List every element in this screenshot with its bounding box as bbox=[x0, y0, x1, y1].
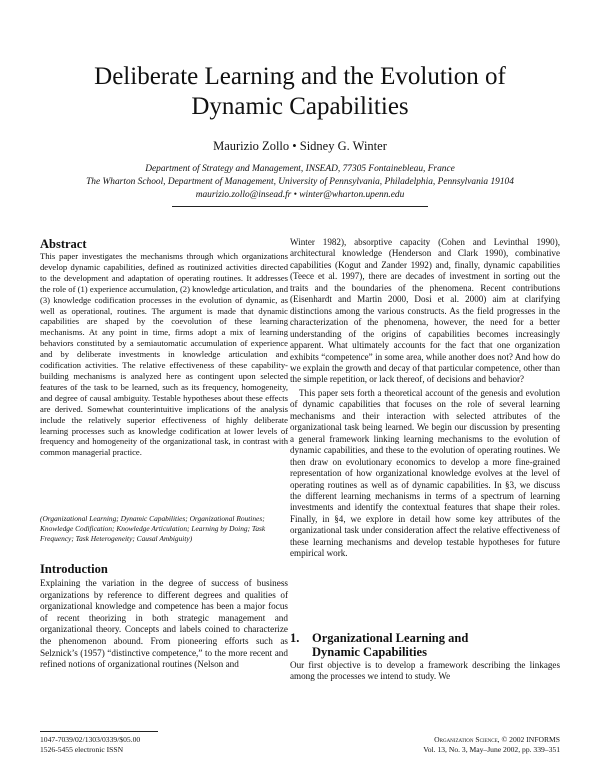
introduction-body bbox=[40, 578, 288, 671]
introduction-text: Explaining the variation in the degree of success of business organizations by reference to different degrees and qualities of organizational knowledge and competence has been a major focus of recent theorizing in both strategic management and organizational theory. Concepts and labels coined to characterize the phenomenon abound. From pioneering efforts such as Selznick’s (1957) “distinctive competence,” to the more recent and refined notions of organizational routines (Nelson and bbox=[40, 578, 288, 670]
abstract-body bbox=[40, 251, 288, 458]
section-number: 1. bbox=[290, 631, 300, 645]
right-para-2: This paper sets forth a theoretical account of the genesis and evolution of dynamic capabilities that focuses on the role of several learning mechanisms and their interaction with selected attributes of the organizational task being learned. We begin our discussion by presenting a general framework linking learning mechanisms to the evolution of dynamic capabilities, and these to the evolution of operating routines. We then draw on evolutionary economics to develop a more fine-grained representation of how organizational knowledge evolves at the level of operating routines as well as of dynamic capabilities. In §3, we discuss the different learning mechanisms in terms of a spectrum of learning investments and identify the contextual features that shape their roles. Finally, in §4, we explore in detail how some key attributes of the organizational task under consideration affect the relative effectiveness of these learning mechanisms and develop testable hypotheses for future empirical work. bbox=[290, 387, 560, 559]
right-para-3: Our first objective is to develop a framework describing the linkages among the processes we intend to study. We bbox=[290, 660, 560, 682]
affiliation-wharton: The Wharton School, Department of Management, University of Pennsylvania, Philadelphia, Pennsylvania 19104 bbox=[86, 177, 514, 187]
introduction-heading: Introduction bbox=[40, 562, 108, 576]
section-title-line-1: Organizational Learning and bbox=[312, 631, 469, 645]
abstract-text: This paper investigates the mechanisms through which organizations develop dynamic capabilities, defined as routinized activities directed to the development and adaptation of operating routines. It addresses the role of (1) experience accumulation, (2) knowledge articulation, and (3) knowledge codification processes in the evolution of dynamic, as well as operational, routines. The argument is made that dynamic capabilities are shaped by the coevolution of these learning mechanisms. At any point in time, firms adopt a mix of learning behaviors constituted by a semiautomatic accumulation of experience and by deliberate investments in knowledge articulation and codification activities. The relative effectiveness of these capability-building mechanisms is analyzed here as contingent upon selected features of the task to be learned, such as its frequency, homogeneity, and degree of causal ambiguity. Testable hypotheses about these effects are derived. Somewhat counterintuitive implications of the analysis include the relatively superior effectiveness of highly deliberate learning processes such as knowledge codification at lower levels of frequency and homogeneity of the organizational task, in contrast with common managerial practice. bbox=[40, 251, 288, 458]
authors: Maurizio Zollo • Sidney G. Winter bbox=[213, 139, 387, 153]
abstract-heading: Abstract bbox=[40, 237, 87, 251]
section-title-line-2: Dynamic Capabilities bbox=[312, 645, 427, 659]
section-1-heading bbox=[290, 631, 468, 659]
paper-title bbox=[40, 62, 560, 122]
affiliation-insead: Department of Strategy and Management, INSEAD, 77305 Fontainebleau, France bbox=[145, 164, 455, 174]
issn-electronic: 1526-5455 electronic ISSN bbox=[40, 745, 124, 754]
title-line-2: Dynamic Capabilities bbox=[191, 93, 409, 120]
footer-divider bbox=[40, 731, 158, 732]
title-divider bbox=[172, 206, 428, 207]
journal-copyright: Organization Science, © 2002 INFORMS bbox=[434, 735, 560, 744]
title-line-1: Deliberate Learning and the Evolution of bbox=[94, 63, 506, 90]
author-emails: maurizio.zollo@insead.fr • winter@wharton.upenn.edu bbox=[195, 190, 405, 200]
keywords: (Organizational Learning; Dynamic Capabilities; Organizational Routines; Knowledge Codification; Knowledge Articulation; Learning by Doing; Task Frequency; Task Heterogeneity; Causal Ambiguity) bbox=[40, 514, 266, 543]
volume-info: Vol. 13, No. 3, May–June 2002, pp. 339–351 bbox=[423, 745, 560, 754]
footer-left bbox=[40, 735, 140, 755]
issn-print: 1047-7039/02/1303/0339/$05.00 bbox=[40, 735, 141, 744]
right-column bbox=[290, 237, 560, 560]
right-para-1: Winter 1982), absorptive capacity (Cohen and Levinthal 1990), architectural knowledge (Henderson and Clark 1990), combinative capabilities (Kogut and Zander 1992) and, finally, dynamic capabilities (Teece et al. 1997), there are decades of investment in sorting out the traits and the boundaries of the phenomena. Recent contributions (Eisenhardt and Martin 2000, Dosi et al. 2000) aim at clarifying distinctions among the various constructs. As the field progresses in the characterization of the phenomena, however, the need for a better understanding of the origins of capabilities becomes increasingly apparent. What ultimately accounts for the fact that one organization exhibits “competence” in some area, while another does not? And how do we explain the growth and decay of that particular competence, other than the simple repetition, or lack thereof, of decisions and behavior? bbox=[290, 237, 560, 385]
footer-right bbox=[423, 735, 560, 755]
section-1-body bbox=[290, 660, 560, 683]
